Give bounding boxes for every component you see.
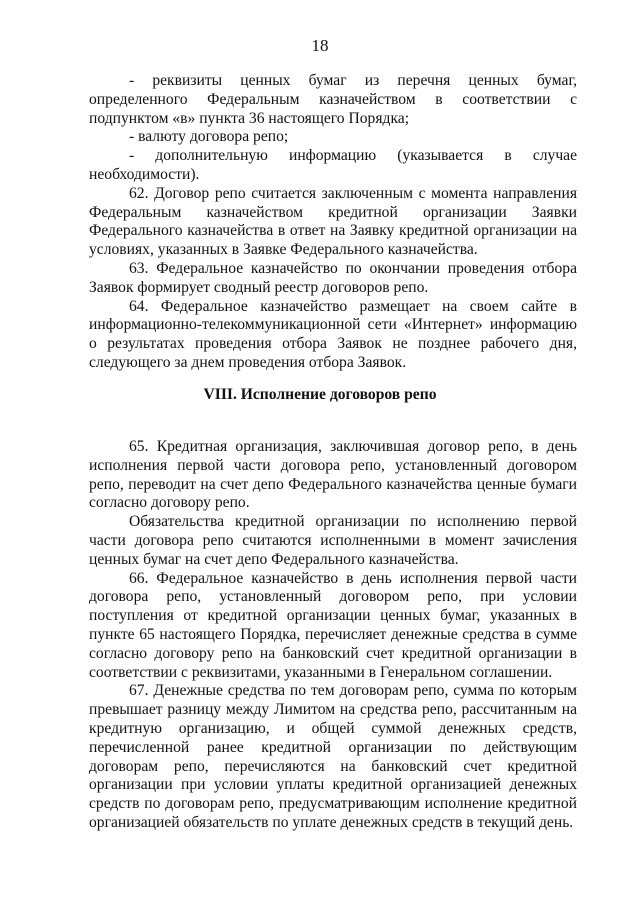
paragraph-64: 64. Федеральное казначейство размещает на своем сайте в информационно-телекоммуникационной сети «Интернет» информацию о результатах проведения отбора Заявок не позднее рабочего дня, следующего за днем проведения отбора Заявок. [89, 297, 577, 371]
page-number: 18 [311, 36, 329, 55]
paragraph-67: 67. Денежные средства по тем договорам репо, сумма по которым превышает разницу между Лимитом на средства репо, рассчитанным на кредитную организацию, и общей суммой денежных средств, перечисленной ранее кредитной организации по действующим договорам репо, перечисляются на банковский счет кредитной организации при условии уплаты кредитной организацией денежных средств по договорам репо, предусматривающим исполнение кредитной организацией обязательств по уплате денежных средств в текущий день. [89, 682, 577, 831]
paragraph-securities-details: - реквизиты ценных бумаг из перечня ценных бумаг, определенного Федеральным казначейством в соответствии с подпунктом «в» пункта 36 настоящего Порядка; [89, 72, 577, 127]
top-text-block [89, 72, 577, 373]
paragraph-66: 66. Федеральное казначейство в день исполнения первой части договора репо, установленный договором репо, при условии поступления от кредитной организации ценных бумаг, указанных в пункте 65 настоящего Порядка, перечисляет денежные средства в сумме согласно договору репо на банковский счет кредитной организации в соответствии с реквизитами, указанными в Генеральном соглашении. [89, 569, 577, 681]
paragraph-65: 65. Кредитная организация, заключившая договор репо, в день исполнения первой части договора репо, установленный договором репо, переводит на счет депо Федерального казначейства ценные бумаги согласно договору репо. [89, 438, 577, 512]
paragraph-repo-currency: - валюту договора репо; [129, 128, 289, 146]
section-heading: VIII. Исполнение договоров репо [203, 386, 437, 403]
paragraph-63: 63. Федеральное казначейство по окончании проведения отбора Заявок формирует сводный реестр договоров репо. [89, 259, 577, 296]
paragraph-62: 62. Договор репо считается заключенным с момента направления Федеральным казначейством кредитной организации Заявки Федерального казначейства в ответ на Заявку кредитной организации на условиях, указанных в Заявке Федерального казначейства. [89, 184, 577, 259]
bottom-text-block [89, 438, 577, 833]
paragraph-65-obligations: Обязательства кредитной организации по исполнению первой части договора репо считаются исполненными в момент зачисления ценных бумаг на счет депо Федерального казначейства. [89, 513, 577, 568]
paragraph-additional-info: - дополнительную информацию (указывается в случае необходимости). [89, 147, 577, 183]
